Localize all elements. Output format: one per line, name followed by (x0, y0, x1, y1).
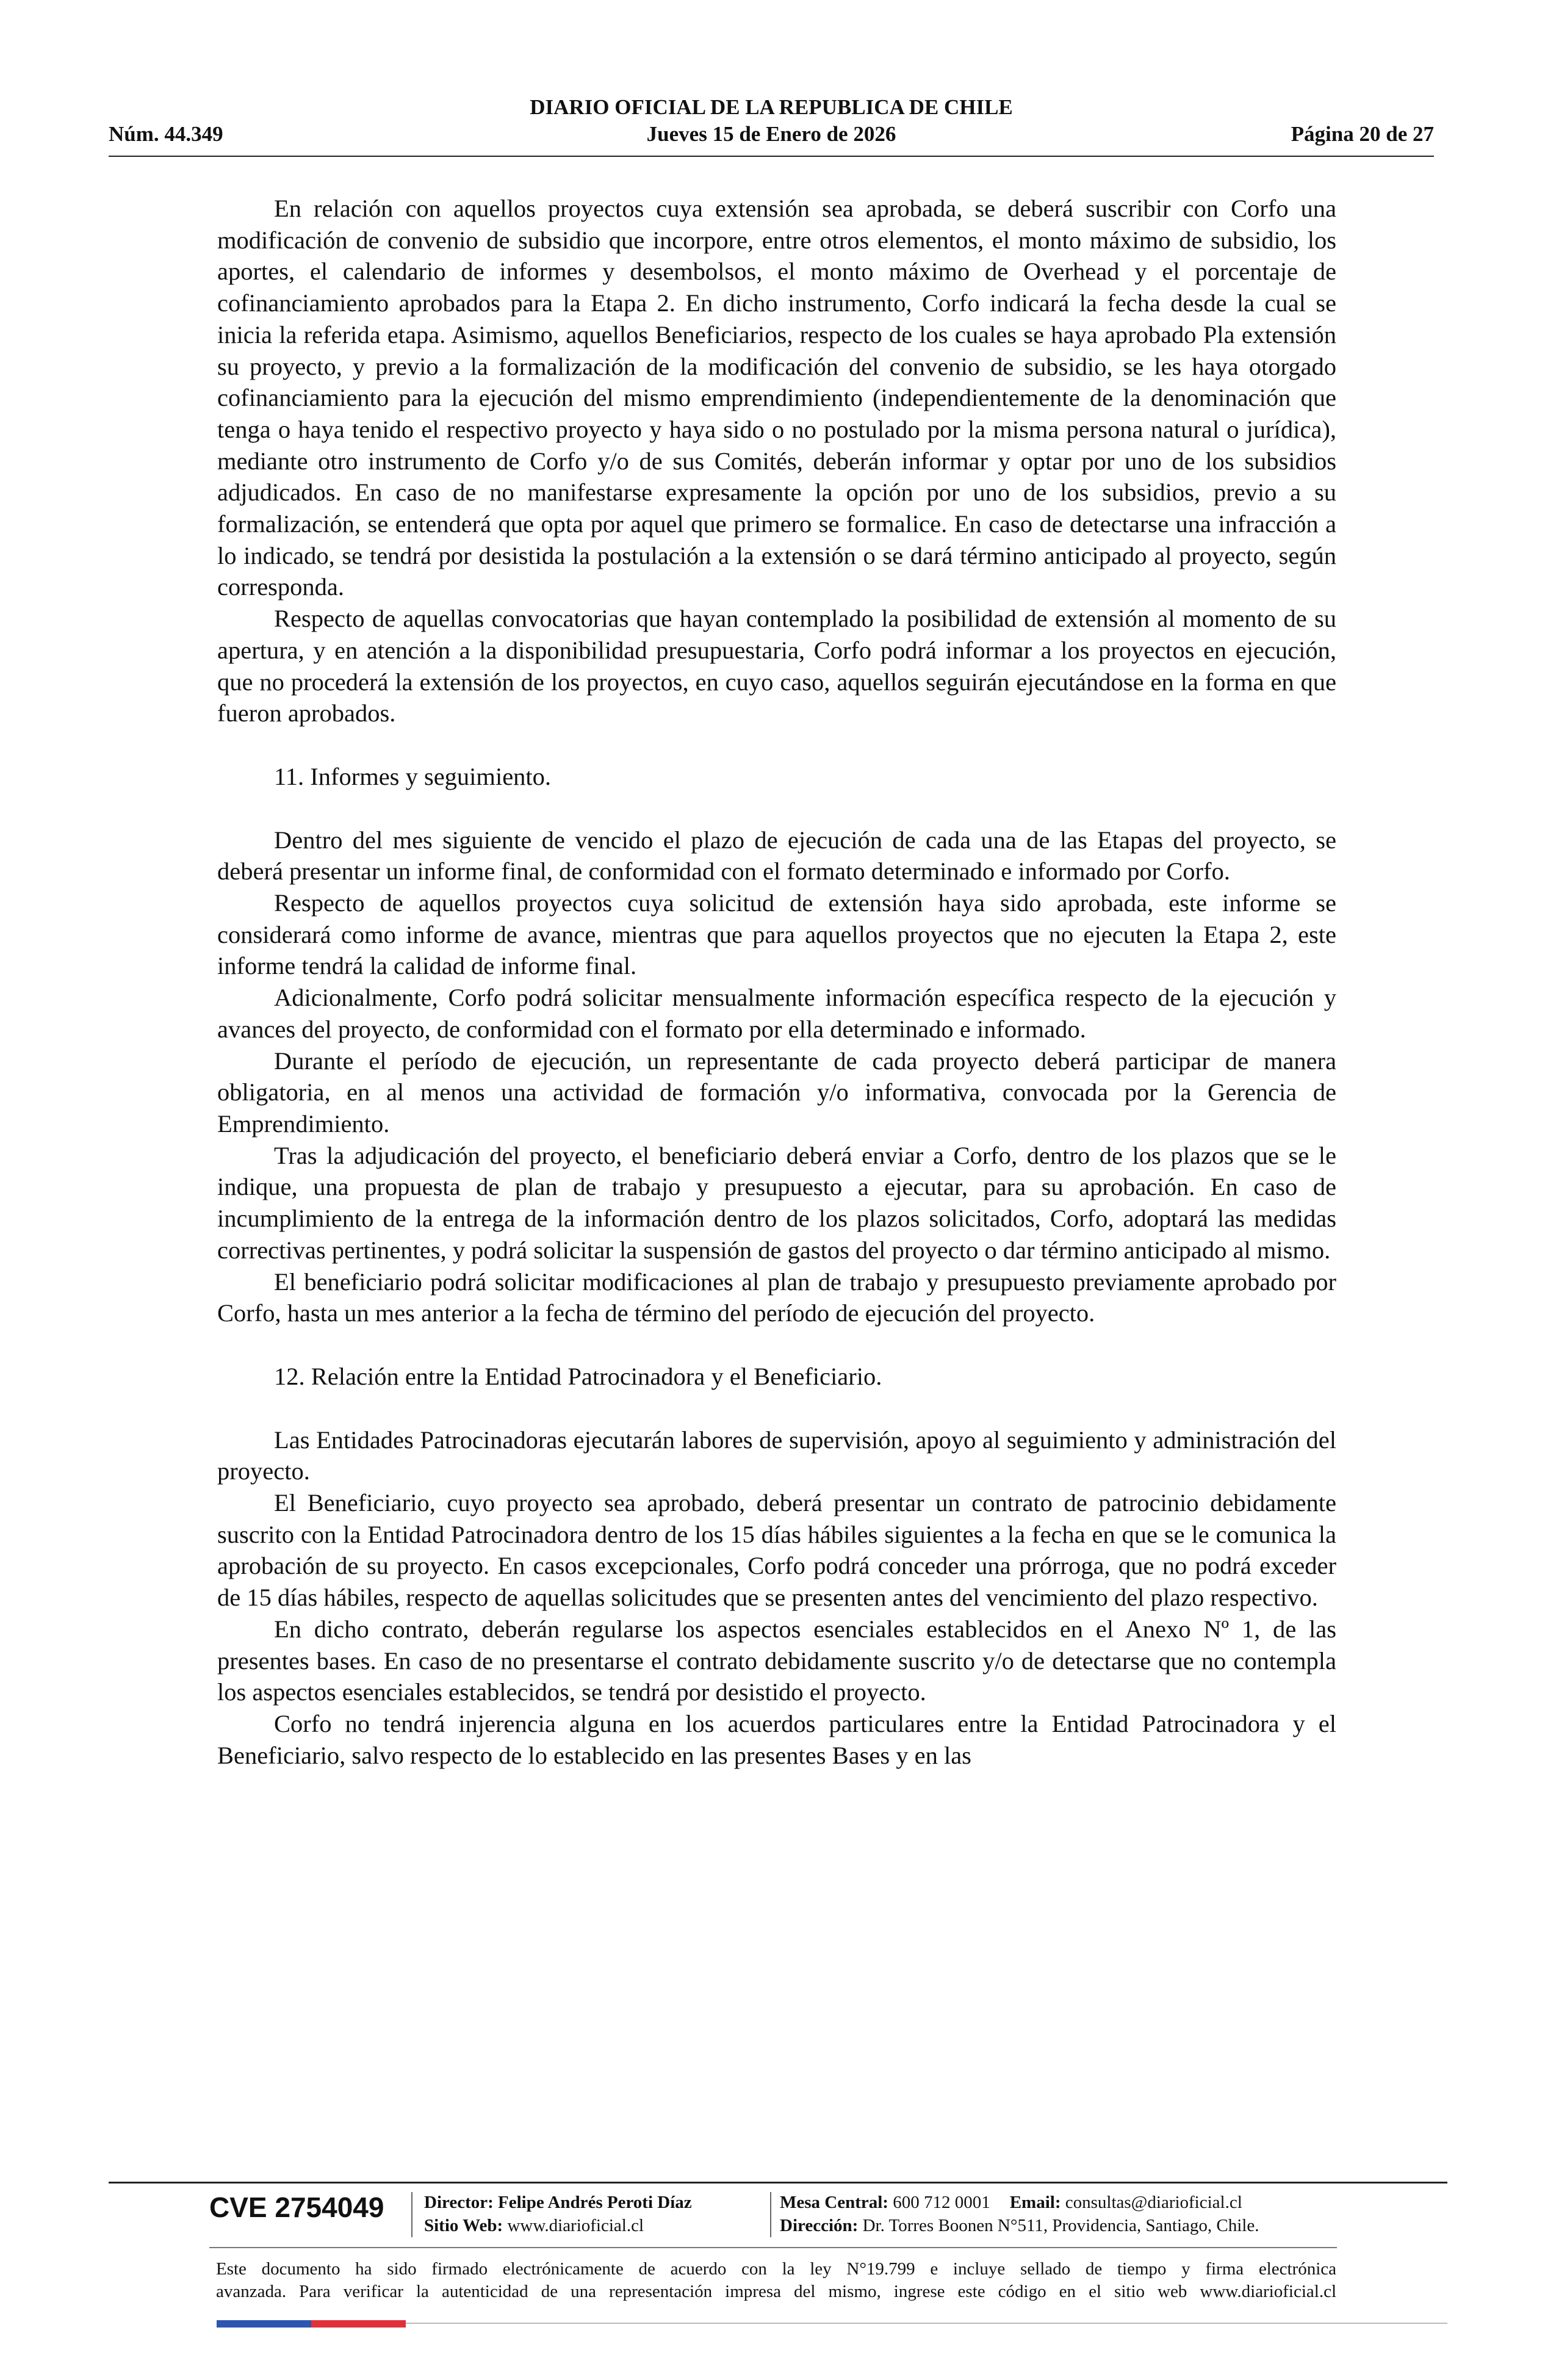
footer-director-block (424, 2191, 692, 2237)
spacer (217, 1393, 1336, 1424)
footer-contact-block (780, 2191, 1259, 2237)
flag-blue-segment (217, 2320, 311, 2328)
paragraph-corfo-agreements: Corfo no tendrá injerencia alguna en los acuerdos particulares entre la Entidad Patrocinadora y el Beneficiario, salvo respecto de lo establecido en las presentes Bases y en las (217, 1709, 1336, 1769)
flag-stripe (217, 2320, 406, 2328)
paragraph-work-plan: Tras la adjudicación del proyecto, el beneficiario deberá enviar a Corfo, dentro de los plazos que se le indique, una propuesta de plan de trabajo y presupuesto a ejecutar, para su aprobación. En caso de incumplimiento de la entrega de la información dentro de los plazos solicitados, Corfo, adoptará las medidas correctivas pertinentes, y podrá solicitar la suspensión de gastos del proyecto o dar término anticipado al mismo. (217, 1141, 1336, 1264)
flag-red-segment (311, 2320, 406, 2328)
email-label: Email: (1009, 2193, 1061, 2212)
email-link[interactable]: consultas@diarioficial.cl (1065, 2193, 1242, 2212)
section-heading-11: 11. Informes y seguimiento. (274, 762, 552, 790)
phone-label: Mesa Central: (780, 2193, 888, 2212)
phone-number: 600 712 0001 (893, 2193, 990, 2212)
paragraph-extension-availability: Respecto de aquellas convocatorias que hayan contemplado la posibilidad de extensión al momento de su apertura, y en atención a la disponibilidad presupuestaria, Corfo podrá informar a los proyectos en ejecución, que no procederá la extensión de los proyectos, en cuyo caso, aquellos seguirán ejecutándose en la forma en que fueron aprobados. (217, 605, 1336, 727)
spacer (217, 729, 1336, 761)
website-link[interactable]: www.diarioficial.cl (507, 2216, 644, 2235)
publication-title: DIARIO OFICIAL DE LA REPUBLICA DE CHILE (530, 95, 1013, 119)
footer-bottom-line (406, 2323, 1447, 2324)
paragraph-sponsor-duties: Las Entidades Patrocinadoras ejecutarán labores de supervisión, apoyo al seguimiento y administración del proyecto. (217, 1426, 1336, 1485)
legal-notice (216, 2258, 1336, 2303)
footer-separator (411, 2192, 412, 2237)
header-divider (109, 156, 1434, 157)
issue-date: Jueves 15 de Enero de 2026 (646, 122, 896, 146)
spacer (217, 1329, 1336, 1361)
legal-line: Este documento ha sido firmado electrónicamente de acuerdo con la ley N°19.799 e incluye sellado de tiempo y firma electrónica (216, 2259, 1336, 2279)
paragraph-contract-aspects: En dicho contrato, deberán regularse los aspectos esenciales establecidos en el Anexo Nº 1, de las presentes bases. En caso de no presentarse el contrato debidamente suscrito y/o de detectarse que no contempla los aspectos esenciales establecidos, se tendrá por desistido el proyecto. (217, 1615, 1336, 1706)
paragraph-training-activity: Durante el período de ejecución, un representante de cada proyecto deberá participar de manera obligatoria, en al menos una actividad de formación y/o informativa, convocada por la Gerencia de Emprendimiento. (217, 1047, 1336, 1138)
section-heading-12: 12. Relación entre la Entidad Patrocinadora y el Beneficiario. (274, 1362, 882, 1390)
paragraph-final-report: Dentro del mes siguiente de vencido el plazo de ejecución de cada una de las Etapas del proyecto, se deberá presentar un informe final, de conformidad con el formato determinado e informado por Corfo. (217, 826, 1336, 885)
footer-separator (770, 2192, 771, 2237)
director-label: Director: (424, 2193, 494, 2212)
footer-divider (209, 2247, 1337, 2248)
issue-number: Núm. 44.349 (109, 122, 223, 146)
paragraph-sponsorship-contract: El Beneficiario, cuyo proyecto sea aprobado, deberá presentar un contrato de patrocinio debidamente suscrito con la Entidad Patrocinadora dentro de los 15 días hábiles siguientes a la fecha en que se le comunica la aprobación de su proyecto. En casos excepcionales, Corfo podrá conceder una prórroga, que no podrá exceder de 15 días hábiles, respecto de aquellas solicitudes que se presenten antes del vencimiento del plazo respectivo. (217, 1489, 1336, 1612)
address-label: Dirección: (780, 2216, 859, 2235)
footer-divider (109, 2182, 1447, 2183)
document-body (217, 193, 1336, 1771)
page-header (109, 92, 1434, 159)
director-name: Felipe Andrés Peroti Díaz (498, 2193, 692, 2212)
paragraph-plan-modifications: El beneficiario podrá solicitar modificaciones al plan de trabajo y presupuesto previamente aprobado por Corfo, hasta un mes anterior a la fecha de término del período de ejecución del proyecto. (217, 1268, 1336, 1327)
paragraph-progress-report: Respecto de aquellos proyectos cuya solicitud de extensión haya sido aprobada, este informe se considerará como informe de avance, mientras que para aquellos proyectos que no ejecuten la Etapa 2, este informe tendrá la calidad de informe final. (217, 889, 1336, 980)
paragraph-monthly-info: Adicionalmente, Corfo podrá solicitar mensualmente información específica respecto de la ejecución y avances del proyecto, de conformidad con el formato por ella determinado e informado. (217, 984, 1336, 1043)
legal-line: avanzada. Para verificar la autenticidad de una representación impresa del mismo, ingrese este código en el sitio web www.diarioficial.cl (216, 2282, 1336, 2301)
paragraph-extension-agreement: En relación con aquellos proyectos cuya extensión sea aprobada, se deberá suscribir con Corfo una modificación de convenio de subsidio que incorpore, entre otros elementos, el monto máximo de subsidio, los aportes, el calendario de informes y desembolsos, el monto máximo de Overhead y el porcentaje de cofinanciamiento aprobados para la Etapa 2. En dicho instrumento, Corfo indicará la fecha desde la cual se inicia la referida etapa. Asimismo, aquellos Beneficiarios, respecto de los cuales se haya aprobado Pla extensión su proyecto, y previo a la formalización de la modificación del convenio de subsidio, se les haya otorgado cofinanciamiento para la ejecución del mismo emprendimiento (independientemente de la denominación que tenga o haya tenido el respectivo proyecto y haya sido o no postulado por la misma persona natural o jurídica), mediante otro instrumento de Corfo y/o de sus Comités, deberán informar y optar por uno de los subsidios adjudicados. En caso de no manifestarse expresamente la opción por uno de los subsidios, previo a su formalización, se entenderá que opta por aquel que primero se formalice. En caso de detectarse una infracción a lo indicado, se tendrá por desistida la postulación a la extensión o se dará término anticipado al proyecto, según corresponda. (217, 195, 1336, 601)
cve-code: CVE 2754049 (209, 2191, 384, 2223)
address-value: Dr. Torres Boonen N°511, Providencia, Santiago, Chile. (862, 2216, 1259, 2235)
page-number: Página 20 de 27 (1291, 122, 1434, 146)
spacer (217, 793, 1336, 824)
website-label: Sitio Web: (424, 2216, 503, 2235)
